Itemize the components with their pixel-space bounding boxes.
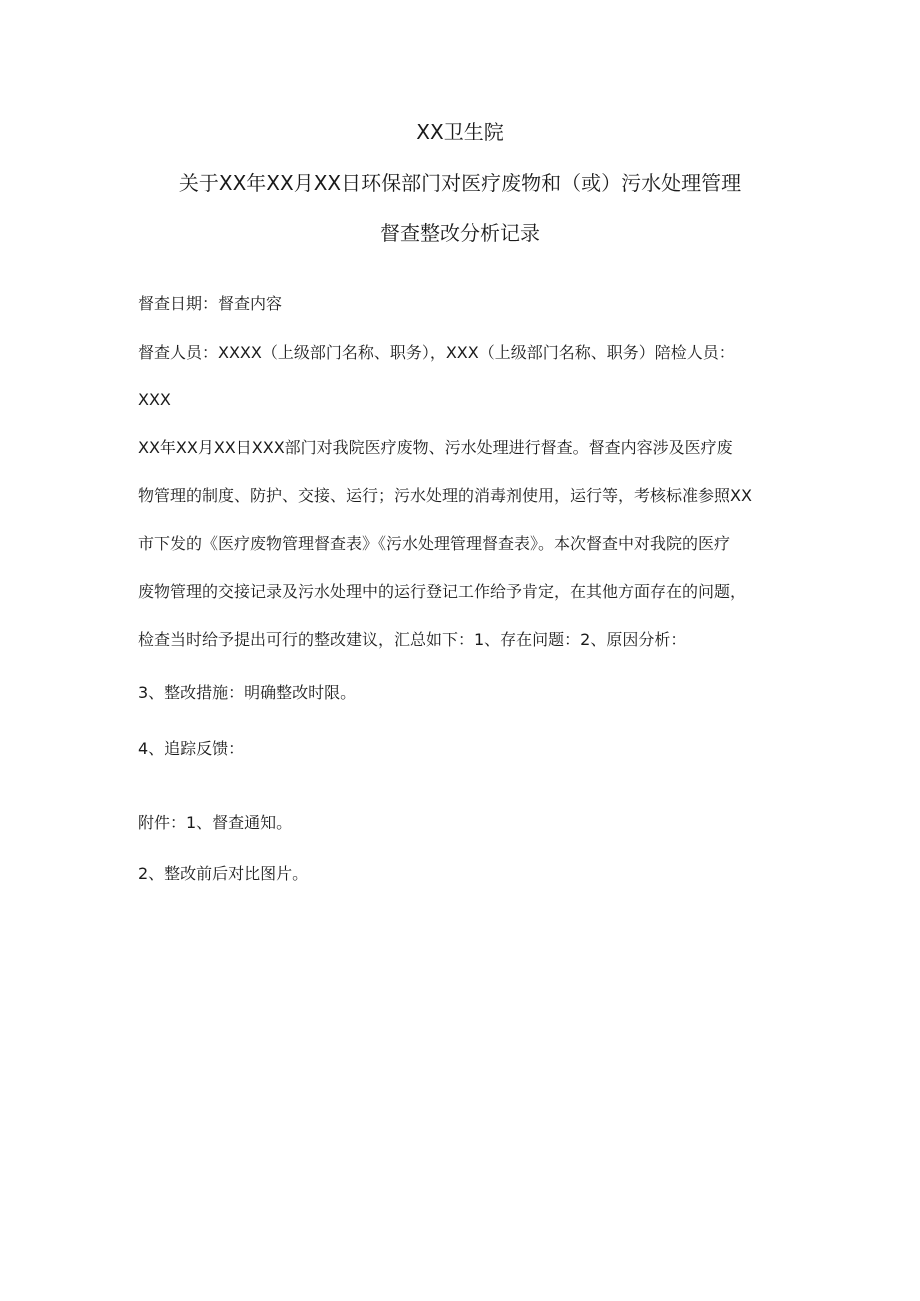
document-title-line-2: 督查整改分析记录 xyxy=(380,221,540,245)
paragraph-line: 废物管理的交接记录及污水处理中的运行登记工作给予肯定，在其他方面存在的问题， xyxy=(138,582,747,601)
follow-up-feedback-item: 4、追踪反馈： xyxy=(138,739,245,758)
rectification-measures-item: 3、整改措施：明确整改时限。 xyxy=(138,683,357,702)
hospital-name: XX卫生院 xyxy=(416,120,504,144)
attachment-line-2: 2、整改前后对比图片。 xyxy=(138,864,309,883)
paragraph-line: 检查当时给予提出可行的整改建议，汇总如下：1、存在问题：2、原因分析： xyxy=(138,630,687,649)
attachment-line-1: 附件：1、督查通知。 xyxy=(138,813,293,832)
paragraph-line: 物管理的制度、防护、交接、运行；污水处理的消毒剂使用，运行等，考核标准参照XX xyxy=(138,486,752,505)
inspection-date-line: 督查日期：督查内容 xyxy=(138,294,283,313)
inspection-staff-line: 督查人员：XXXX（上级部门名称、职务），XXX（上级部门名称、职务）陪检人员： xyxy=(138,343,735,362)
paragraph-line: 市下发的《医疗废物管理督查表》《污水处理管理督查表》。本次督查中对我院的医疗 xyxy=(138,534,731,553)
paragraph-line: XX年XX月XX日XXX部门对我院医疗废物、污水处理进行督查。督查内容涉及医疗废 xyxy=(138,438,733,457)
document-title-line-1: 关于XX年XX月XX日环保部门对医疗废物和（或）污水处理管理 xyxy=(178,171,742,195)
inspection-staff-continued: XXX xyxy=(138,390,171,409)
